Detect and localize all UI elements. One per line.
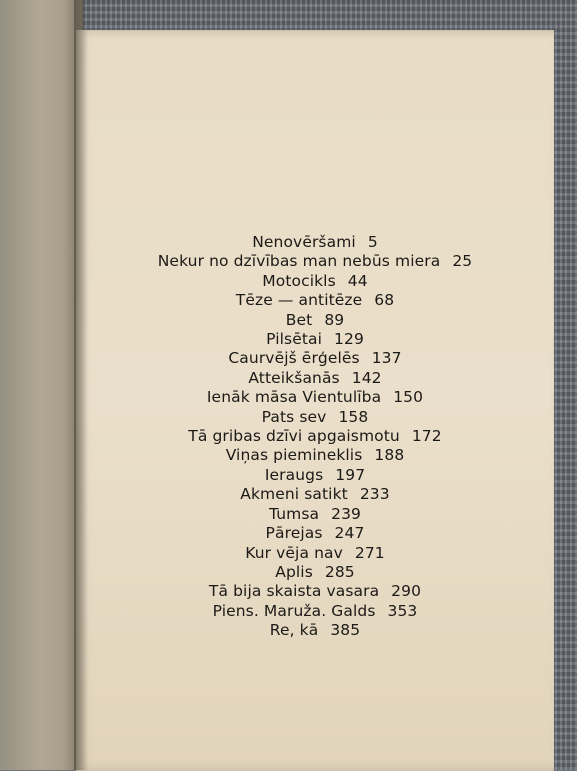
toc-entry [76,563,554,582]
toc-entry [76,446,554,465]
toc-entry-title: Tā gribas dzīvi apgaismotu [188,427,400,446]
toc-entry [76,466,554,485]
toc-entry [76,485,554,504]
toc-entry [76,272,554,291]
toc-entry-page-number: 142 [351,368,382,387]
toc-entry [76,311,554,330]
toc-entry-title: Piens. Maruža. Galds [212,601,376,620]
toc-entry-page-number: 172 [411,427,442,446]
toc-entry-page-number: 353 [387,601,418,620]
table-of-contents [76,233,554,641]
toc-entry-page-number: 285 [324,562,355,581]
toc-entry-title: Viņas piemineklis [225,446,363,465]
toc-entry-page-number: 44 [347,271,368,290]
toc-entry-title: Nenovēršami [252,233,356,251]
toc-entry-page-number: 158 [338,407,369,426]
toc-entry-page-number: 137 [371,349,402,368]
toc-entry-title: Kur vēja nav [245,543,343,562]
toc-entry-title: Motocikls [262,271,336,290]
toc-entry-page-number: 239 [331,504,361,523]
toc-entry [76,349,554,368]
toc-entry-title: Caurvējš ērģelēs [228,349,360,368]
toc-entry [76,330,554,349]
toc-entry [76,408,554,427]
toc-entry-title: Bet [285,310,313,329]
toc-entry-page-number: 188 [374,446,405,465]
toc-entry-page-number: 150 [393,388,424,407]
toc-entry [76,388,554,407]
toc-entry-page-number: 247 [334,524,365,543]
left-book-page [0,0,83,770]
toc-entry [76,252,554,271]
toc-entry-title: Pats sev [261,407,327,426]
toc-entry [76,233,554,252]
toc-entry-title: Tēze — antitēze [235,291,363,310]
toc-entry-page-number: 233 [359,485,390,504]
toc-entry [76,524,554,543]
toc-entry-title: Pilsētai [266,330,323,349]
toc-entry [76,544,554,563]
toc-entry [76,291,554,310]
toc-entry-page-number: 25 [452,252,473,271]
toc-entry-page-number: 271 [354,543,385,562]
toc-entry-page-number: 129 [334,330,364,349]
toc-entry-title: Pārejas [265,524,323,543]
toc-entry-page-number: 5 [367,233,378,251]
toc-entry [76,505,554,524]
toc-entry [76,602,554,621]
toc-entry [76,427,554,446]
toc-entry-title: Tumsa [268,504,320,523]
toc-entry-page-number: 290 [391,582,422,601]
toc-entry-page-number: 385 [330,621,361,640]
toc-entry [76,621,554,640]
toc-entry-title: Akmeni satikt [240,485,348,504]
toc-entry-page-number: 197 [335,465,366,484]
toc-entry-title: Nekur no dzīvības man nebūs miera [157,252,441,271]
toc-entry-title: Ieraugs [264,465,324,484]
toc-entry-page-number: 89 [324,310,345,329]
toc-entry-page-number: 68 [374,291,395,310]
toc-entry-title: Aplis [275,562,313,581]
toc-entry-title: Ienāk māsa Vientulība [206,388,382,407]
toc-entry [76,369,554,388]
toc-entry-title: Re, kā [269,621,319,640]
toc-entry [76,582,554,601]
toc-entry-title: Atteikšanās [248,368,340,387]
toc-entry-title: Tā bija skaista vasara [208,582,380,601]
